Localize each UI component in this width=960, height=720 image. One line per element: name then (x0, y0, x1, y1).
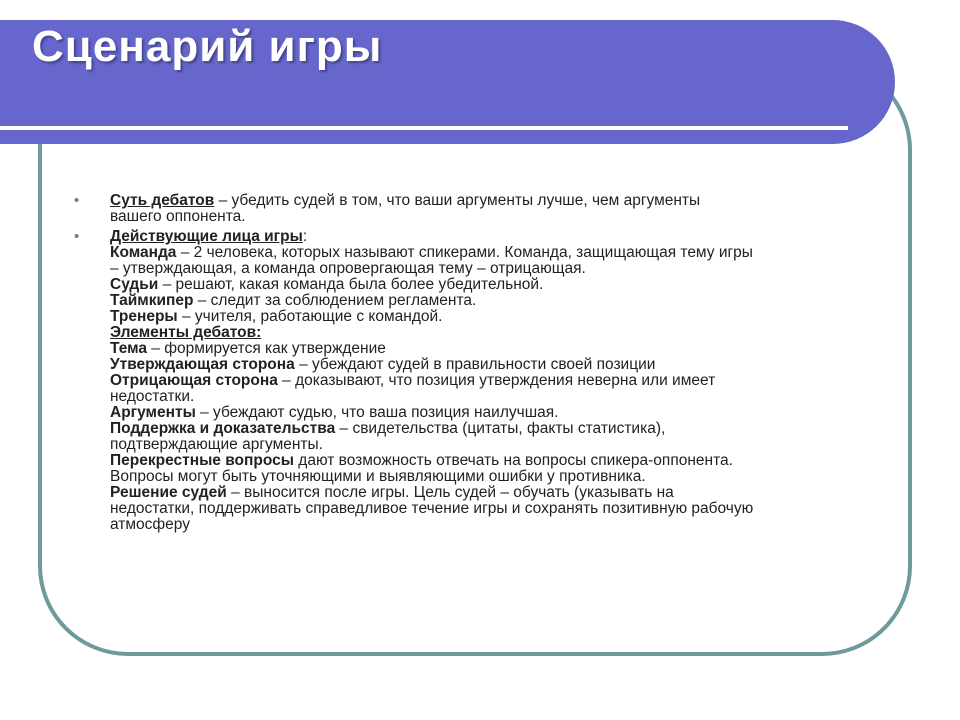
cross-questions-term: Перекрестные вопросы (110, 452, 294, 469)
support-line-1 (110, 421, 904, 437)
team-line-2: – утверждающая, а команда опровергающая тему – отрицающая. (110, 260, 586, 277)
slide-title: Сценарий игры (32, 22, 383, 71)
arguments-term: Аргументы (110, 404, 196, 421)
judges-term: Судьи (110, 276, 159, 293)
topic-line (110, 341, 904, 357)
essence-line-1 (110, 193, 904, 209)
affirmative-text: – убеждают судей в правильности своей позиции (294, 356, 656, 373)
arguments-text: – убеждают судью, что ваша позиция наилучшая. (195, 404, 559, 421)
cross-questions-text: дают возможность отвечать на вопросы спикера-оппонента. (293, 452, 733, 469)
bullet-icon: • (74, 228, 80, 245)
header-divider (0, 126, 848, 130)
decision-text: – выносится после игры. Цель судей – обучать (указывать на (226, 484, 674, 501)
negative-line-2: недостатки. (110, 388, 195, 405)
affirmative-line (110, 357, 904, 373)
decision-line-2: недостатки, поддерживать справедливое течение игры и сохранять позитивную рабочую (110, 500, 754, 517)
judges-line (110, 277, 904, 293)
support-text: – свидетельства (цитаты, факты статистика), (335, 420, 666, 437)
decision-line-1 (110, 485, 904, 501)
team-term: Команда (110, 244, 177, 261)
list-item-participants (74, 229, 904, 533)
team-line-1 (110, 245, 904, 261)
timekeeper-line (110, 293, 904, 309)
elements-heading: Элементы дебатов: (110, 324, 262, 341)
affirmative-term: Утверждающая сторона (110, 356, 295, 373)
arguments-line (110, 405, 904, 421)
timekeeper-text: – следит за соблюдением регламента. (193, 292, 477, 309)
decision-term: Решение судей (110, 484, 227, 501)
team-text: – 2 человека, которых называют спикерами. Команда, защищающая тему игры (176, 244, 753, 261)
essence-line-2: вашего оппонента. (110, 208, 246, 225)
slide-content (74, 193, 904, 537)
essence-term: Суть дебатов (110, 192, 215, 209)
cross-questions-line-2: Вопросы могут быть уточняющими и выявляющими ошибки у противника. (110, 468, 646, 485)
cross-questions-line-1 (110, 453, 904, 469)
trainers-line (110, 309, 904, 325)
topic-term: Тема (110, 340, 147, 357)
participants-heading-text: Действующие лица игры (110, 228, 303, 245)
essence-text: – убедить судей в том, что ваши аргументы лучше, чем аргументы (214, 192, 701, 209)
negative-term: Отрицающая сторона (110, 372, 278, 389)
trainers-text: – учителя, работающие с командой. (177, 308, 443, 325)
timekeeper-term: Таймкипер (110, 292, 194, 309)
bullet-icon: • (74, 192, 80, 209)
negative-line-1 (110, 373, 904, 389)
participants-heading (110, 229, 904, 245)
participants-heading-colon: : (302, 228, 308, 245)
topic-text: – формируется как утверждение (147, 340, 386, 357)
trainers-term: Тренеры (110, 308, 178, 325)
support-term: Поддержка и доказательства (110, 420, 336, 437)
decision-line-3: атмосферу (110, 516, 190, 533)
negative-text: – доказывают, что позиция утверждения неверна или имеет (277, 372, 716, 389)
judges-text: – решают, какая команда была более убедительной. (158, 276, 544, 293)
support-line-2: подтверждающие аргументы. (110, 436, 323, 453)
list-item-essence (74, 193, 904, 225)
